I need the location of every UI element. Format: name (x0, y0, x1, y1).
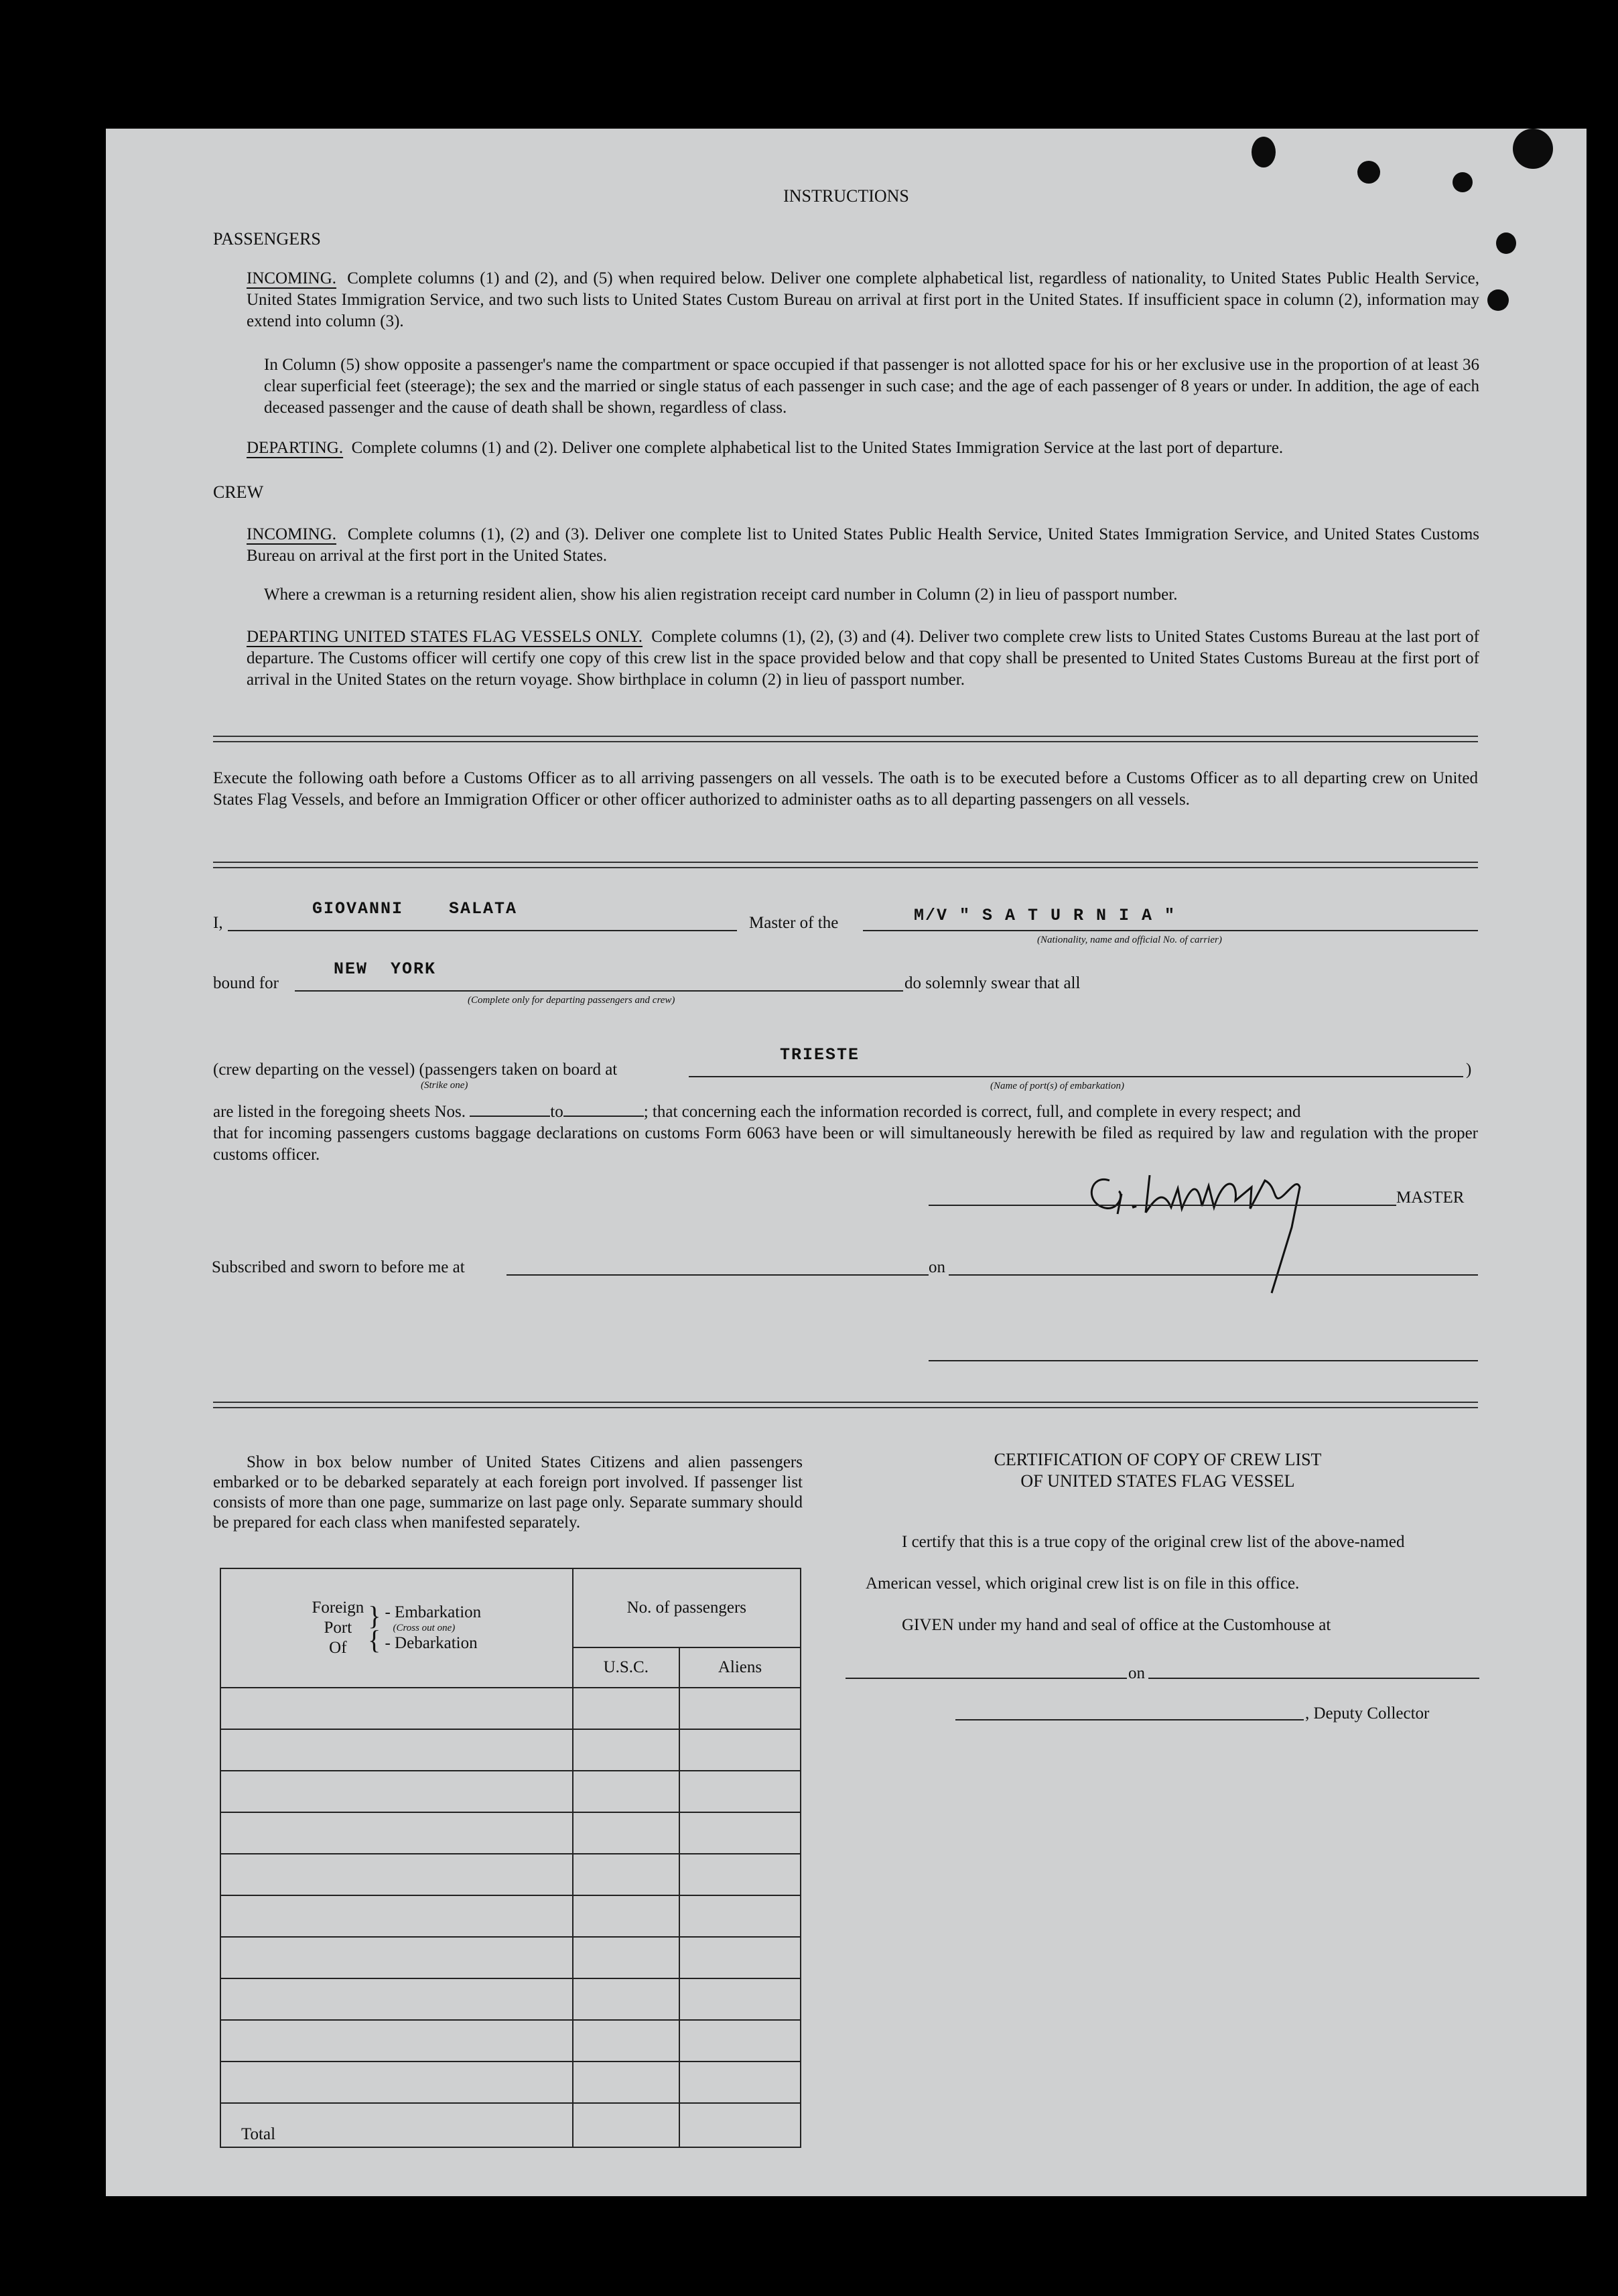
usc-header: U.S.C. (573, 1647, 679, 1688)
usc-cell[interactable] (573, 1688, 679, 1729)
section-divider (213, 736, 1478, 742)
sheets-from-blank[interactable] (470, 1116, 550, 1117)
crew-departing-paragraph (247, 626, 1479, 691)
crew-departing-text: Complete columns (1), (2), (3) and (4). Deliver two complete crew lists to United States Customs Bureau at the last port of departure. The Customs officer will certify one copy of this crew list in the space provided below and that copy shall be presented to United States Customs Bureau at the first port of arrival in the United States on the return voyage. Show birthplace in column (2) in lieu of passport number. (247, 628, 1479, 689)
master-label: MASTER (1396, 1189, 1465, 1207)
table-row (220, 1895, 801, 1937)
crew-incoming-label: INCOMING. (247, 525, 337, 543)
total-label: Total (241, 2125, 276, 2143)
total-row (220, 2103, 801, 2147)
section-divider (213, 862, 1478, 868)
table-row (220, 1688, 801, 1729)
bound-for-label: bound for (213, 974, 279, 992)
crew-heading: CREW (213, 482, 264, 502)
passengers-heading: PASSENGERS (213, 229, 321, 249)
master-signature (1071, 1134, 1365, 1294)
ink-blot (1487, 289, 1509, 311)
table-row (220, 1771, 801, 1812)
table-row (220, 1854, 801, 1895)
passengers-incoming-text: Complete columns (1) and (2), and (5) when required below. Deliver one complete alphabetical list, regardless of nationality, to United States Public Health Service, United States Immigration Service, and two such lists to United States Custom Bureau on arrival at first port in the United States. If insufficient space in column (2), information may extend into column (3). (247, 269, 1480, 330)
certification-on-label: on (1128, 1664, 1145, 1682)
instructions-title: INSTRUCTIONS (783, 186, 909, 206)
aliens-header: Aliens (679, 1647, 801, 1688)
table-row (220, 1937, 801, 1978)
sheets-prefix: are listed in the foregoing sheets Nos. (213, 1103, 466, 1121)
embarkation-label: - Embarkation (385, 1603, 482, 1621)
table-row (220, 2062, 801, 2103)
bound-for-value: NEW YORK (334, 959, 437, 979)
crew-incoming-paragraph (247, 524, 1479, 567)
port-cell[interactable] (220, 2020, 573, 2062)
total-aliens-cell[interactable] (679, 2103, 801, 2147)
table-row (220, 1729, 801, 1771)
section-divider (213, 1402, 1478, 1408)
vessel-caption: (Nationality, name and official No. of carrier) (1037, 935, 1222, 945)
form-page (106, 129, 1587, 2196)
usc-cell[interactable] (573, 1978, 679, 2020)
close-paren: ) (1466, 1061, 1472, 1079)
port-cell[interactable] (220, 1729, 573, 1771)
column5-paragraph: In Column (5) show opposite a passenger's name the compartment or space occupied if that passenger is not allotted space for his or her exclusive use in the proportion of at least 36 clear superficial feet (steerage); the sex and the married or single status of each passenger in such case; and the age of each passenger of 8 years or under. In addition, the age of each deceased passenger and the cause of death shall be shown, regardless of class. (264, 356, 1479, 417)
on-label: on (929, 1258, 945, 1276)
certification-title-2: OF UNITED STATES FLAG VESSEL (1020, 1471, 1295, 1491)
swear-text: do solemnly swear that all (904, 974, 1081, 992)
port-cell[interactable] (220, 1937, 573, 1978)
aliens-cell[interactable] (679, 2020, 801, 2062)
cross-out-caption: (Cross out one) (393, 1623, 456, 1633)
master-of-label: Master of the (749, 914, 839, 932)
deputy-collector-line[interactable] (955, 1719, 1304, 1720)
ink-blot (1496, 232, 1516, 254)
strike-caption: (Strike one) (421, 1080, 468, 1091)
sheets-to-blank[interactable] (563, 1116, 644, 1117)
port-cell[interactable] (220, 1688, 573, 1729)
port-cell[interactable] (220, 1854, 573, 1895)
usc-cell[interactable] (573, 1729, 679, 1771)
crew-incoming-text: Complete columns (1), (2) and (3). Deliver one complete list to United States Public Health Service, United States Immigration Service, and United States Customs Bureau on arrival at the first port in the United States. (247, 525, 1480, 565)
aliens-cell[interactable] (679, 1978, 801, 2020)
certification-text-3: GIVEN under my hand and seal of office at the Customhouse at (902, 1616, 1331, 1634)
aliens-cell[interactable] (679, 1729, 801, 1771)
master-signature-line[interactable] (929, 1205, 1396, 1206)
subscribed-label: Subscribed and sworn to before me at (212, 1258, 465, 1276)
foreign-port-header (220, 1568, 573, 1688)
table-row (220, 1812, 801, 1854)
master-name-line[interactable] (228, 930, 737, 931)
passengers-incoming-label: INCOMING. (247, 269, 337, 287)
passengers-departing-paragraph (247, 437, 1479, 459)
summary-instructions: Show in box below number of United States Citizens and alien passengers embarked or to be debarked separately at each foreign port involved. If passenger list consists of more than one page, summarize on last page only. Separate summary should be prepared for each class when manifested separately. (213, 1453, 803, 1532)
usc-cell[interactable] (573, 1937, 679, 1978)
certification-date-line[interactable] (1148, 1678, 1479, 1679)
bound-for-line[interactable] (295, 990, 903, 992)
embark-port-line[interactable] (689, 1076, 1463, 1077)
declaration-text: that for incoming passengers customs baggage declarations on customs Form 6063 have been or will simultaneously herewith be filed as required by law and regulation with the proper customs officer. (213, 1124, 1478, 1164)
passengers-departing-label: DEPARTING. (247, 439, 344, 457)
customhouse-line[interactable] (846, 1678, 1127, 1679)
vessel-value: M/V " S A T U R N I A " (914, 906, 1176, 925)
crew-departing-label: DEPARTING UNITED STATES FLAG VESSELS ONLY. (247, 628, 643, 646)
oath-intro: Execute the following oath before a Customs Officer as to all arriving passengers on all vessels. The oath is to be executed before a Customs Officer as to all departing crew on United States Flag Vessels, and before an Immigration Officer or other officer authorized to administer oaths as to all departing passengers on all vessels. (213, 769, 1478, 809)
sheets-suffix: ; that concerning each the information recorded is correct, full, and complete in every respect; and (643, 1103, 1301, 1121)
aliens-cell[interactable] (679, 1854, 801, 1895)
usc-cell[interactable] (573, 1812, 679, 1854)
port-cell[interactable] (220, 2062, 573, 2103)
master-name-value: GIOVANNI SALATA (312, 899, 518, 919)
aliens-cell[interactable] (679, 1812, 801, 1854)
ink-blot (1252, 137, 1276, 167)
subscribed-on-line[interactable] (949, 1274, 1478, 1276)
usc-cell[interactable] (573, 1771, 679, 1812)
officer-signature-line[interactable] (929, 1360, 1478, 1361)
usc-cell[interactable] (573, 1895, 679, 1937)
ink-blot (1357, 161, 1380, 184)
port-cell[interactable] (220, 1812, 573, 1854)
aliens-cell[interactable] (679, 2062, 801, 2103)
certification-title-1: CERTIFICATION OF COPY OF CREW LIST (994, 1450, 1322, 1469)
port-cell[interactable] (220, 1895, 573, 1937)
i-label: I, (213, 914, 223, 932)
no-of-passengers-header: No. of passengers (573, 1568, 801, 1647)
sheets-line-text (213, 1101, 1478, 1123)
ink-blot (1513, 129, 1553, 169)
total-label-cell (220, 2103, 573, 2147)
deputy-collector-label: , Deputy Collector (1305, 1704, 1430, 1723)
embark-port-value: TRIESTE (780, 1045, 860, 1065)
foreign-port-label: Foreign Port Of (312, 1599, 364, 1657)
usc-cell[interactable] (573, 1854, 679, 1895)
debarkation-label: - Debarkation (385, 1634, 478, 1652)
passengers-incoming-paragraph (247, 268, 1479, 332)
crew-departing-text: (crew departing on the vessel) (passengers taken on board at (213, 1061, 618, 1079)
usc-cell[interactable] (573, 2020, 679, 2062)
passenger-summary-table (220, 1568, 801, 2148)
aliens-cell[interactable] (679, 1771, 801, 1812)
certification-text-2: American vessel, which original crew list is on file in this office. (866, 1574, 1300, 1593)
usc-cell[interactable] (573, 2062, 679, 2103)
port-cell[interactable] (220, 1978, 573, 2020)
table-row (220, 2020, 801, 2062)
embark-caption: (Name of port(s) of embarkation) (990, 1081, 1124, 1091)
port-cell[interactable] (220, 1771, 573, 1812)
table-row (220, 1978, 801, 2020)
subscribed-at-line[interactable] (507, 1274, 929, 1276)
total-usc-cell[interactable] (573, 2103, 679, 2147)
aliens-cell[interactable] (679, 1895, 801, 1937)
vessel-line[interactable] (863, 930, 1478, 931)
brace-icon: } } (368, 1601, 381, 1655)
aliens-cell[interactable] (679, 1937, 801, 1978)
sheets-to-label: to (550, 1103, 563, 1121)
certification-text-1: I certify that this is a true copy of the original crew list of the above-named (902, 1533, 1405, 1551)
passengers-departing-text: Complete columns (1) and (2). Deliver one complete alphabetical list to the United States Immigration Service at the last port of departure. (351, 439, 1284, 457)
resident-alien-paragraph: Where a crewman is a returning resident alien, show his alien registration receipt card number in Column (2) in lieu of passport number. (264, 586, 1178, 604)
aliens-cell[interactable] (679, 1688, 801, 1729)
bound-caption: (Complete only for departing passengers and crew) (468, 995, 675, 1006)
